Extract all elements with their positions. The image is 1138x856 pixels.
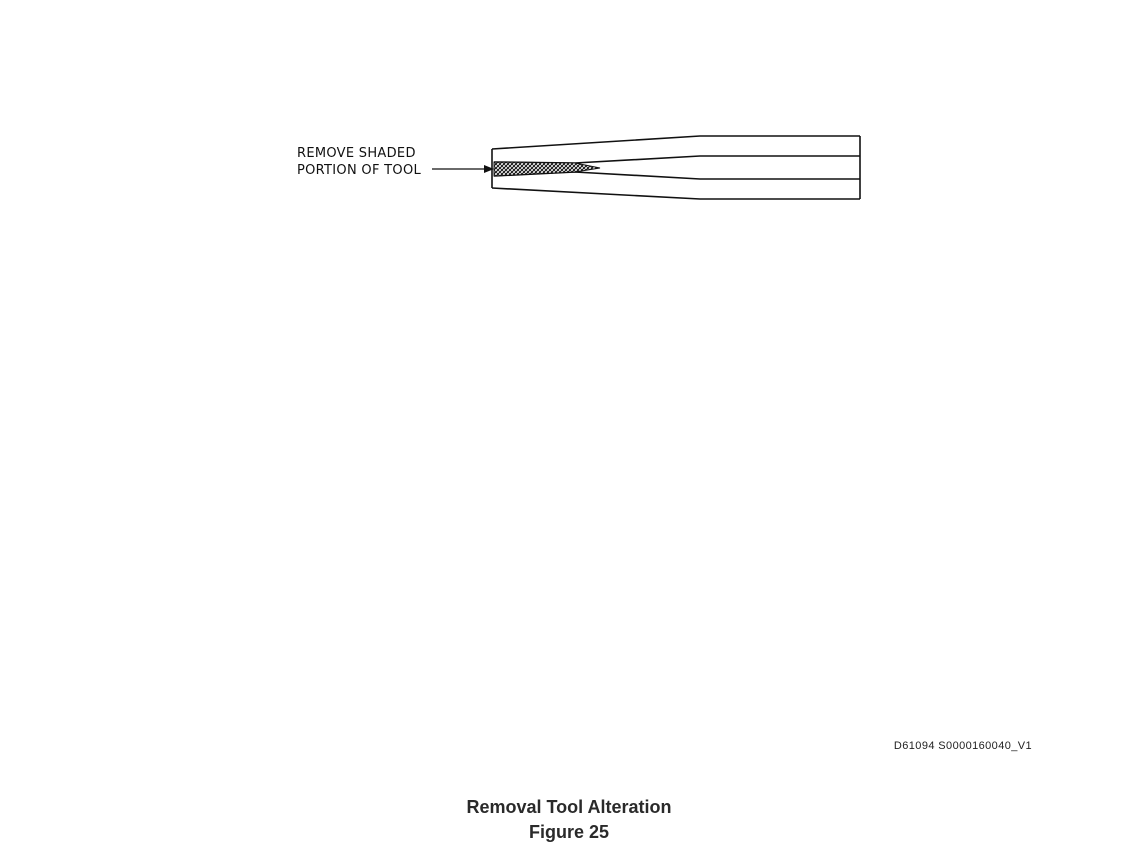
tool-outline: [492, 136, 860, 199]
figure-title: Removal Tool Alteration: [466, 797, 672, 817]
shaded-portion: [494, 162, 600, 176]
figure-number: Figure 25: [528, 822, 610, 842]
callout-label: [297, 145, 421, 179]
callout-line-1: REMOVE SHADED: [297, 146, 416, 161]
callout-line-2: PORTION OF TOOL: [297, 163, 422, 178]
leader-arrow: [432, 165, 494, 173]
reference-id: D61094 S0000160040_V1: [893, 740, 1032, 752]
